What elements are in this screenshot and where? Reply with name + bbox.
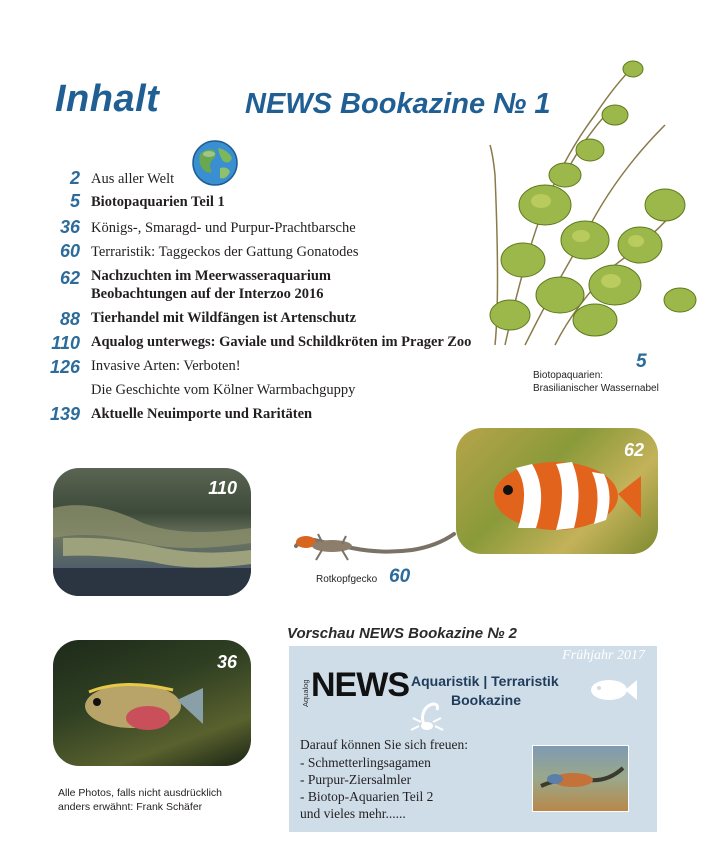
toc-entry-line2[interactable]: Die Geschichte vom Kölner Warmbachguppy (91, 382, 356, 398)
preview-item: - Schmetterlingsagamen (300, 755, 431, 770)
toc-page-number: 36 (59, 217, 80, 237)
scorpion-icon (407, 698, 447, 738)
preview-title: Vorschau NEWS Bookazine № 2 (287, 625, 518, 642)
toc-page-number: 139 (49, 404, 80, 424)
toc-page-number: 62 (59, 268, 80, 288)
preview-intro: Darauf können Sie sich freuen: (300, 737, 468, 752)
gharial-page-number: 110 (208, 478, 237, 498)
preview-outro: und vieles mehr...... (300, 806, 406, 821)
gecko-caption: Rotkopfgecko (316, 574, 378, 585)
toc-entry[interactable]: Terraristik: Taggeckos der Gattung Gonatodes (91, 244, 359, 260)
preview-item: - Biotop-Aquarien Teil 2 (300, 789, 434, 804)
cichlid-page-number: 36 (216, 652, 237, 672)
plant-page-number: 5 (636, 351, 647, 372)
plant-illustration (465, 55, 700, 355)
plant-caption-line1: Biotopaquarien: (533, 370, 604, 381)
toc-page-number: 126 (49, 357, 80, 377)
gecko-page-number: 60 (389, 566, 411, 587)
toc-entry[interactable]: Nachzuchten im Meerwasseraquarium (91, 268, 332, 284)
gecko-illustration (292, 520, 457, 565)
toc-entry[interactable]: Aktuelle Neuimporte und Raritäten (91, 406, 313, 422)
clownfish-photo (456, 428, 658, 554)
preview-box (289, 646, 657, 832)
toc-page-number: 110 (51, 333, 80, 353)
news-logo: NEWS (311, 666, 409, 704)
toc-entry[interactable]: Königs-, Smaragd- und Purpur-Prachtbarsche (91, 220, 356, 236)
toc-entry-line2[interactable]: Beobachtungen auf der Interzoo 2016 (91, 286, 324, 302)
toc-entry[interactable]: Tierhandel mit Wildfängen ist Artenschutz (91, 310, 357, 326)
fish-icon (589, 676, 637, 708)
gharial-photo (53, 468, 251, 596)
toc-entry[interactable]: Invasive Arten: Verboten! (91, 358, 241, 374)
preview-item: - Purpur-Ziersalmler (300, 772, 412, 787)
toc-entry[interactable]: Biotopaquarien Teil 1 (91, 194, 225, 210)
page-title: Inhalt (55, 78, 160, 120)
agama-photo (532, 745, 629, 812)
toc-page-number: 60 (59, 241, 80, 261)
preview-tagline1: Aquaristik | Terraristik (411, 673, 559, 689)
plant-caption-line2: Brasilianischer Wassernabel (533, 383, 659, 394)
preview-season: Frühjahr 2017 (562, 648, 645, 663)
toc-page-number: 88 (59, 309, 80, 329)
photo-credits-line1: Alle Photos, falls nicht ausdrücklich (58, 787, 222, 799)
toc-page-number: 5 (69, 191, 80, 211)
issue-title: NEWS Bookazine № 1 (245, 88, 551, 120)
toc-entry[interactable]: Aqualog unterwegs: Gaviale und Schildkröten im Prager Zoo (91, 334, 472, 350)
toc-page-number: 2 (69, 168, 80, 188)
clownfish-page-number: 62 (623, 440, 644, 460)
preview-tagline2: Bookazine (451, 692, 522, 708)
aqualog-logo-small: Aqualog (301, 679, 310, 707)
globe-icon (192, 140, 238, 186)
toc-entry[interactable]: Aus aller Welt (91, 171, 175, 187)
cichlid-photo (53, 640, 251, 766)
photo-credits-line2: anders erwähnt: Frank Schäfer (58, 801, 203, 813)
